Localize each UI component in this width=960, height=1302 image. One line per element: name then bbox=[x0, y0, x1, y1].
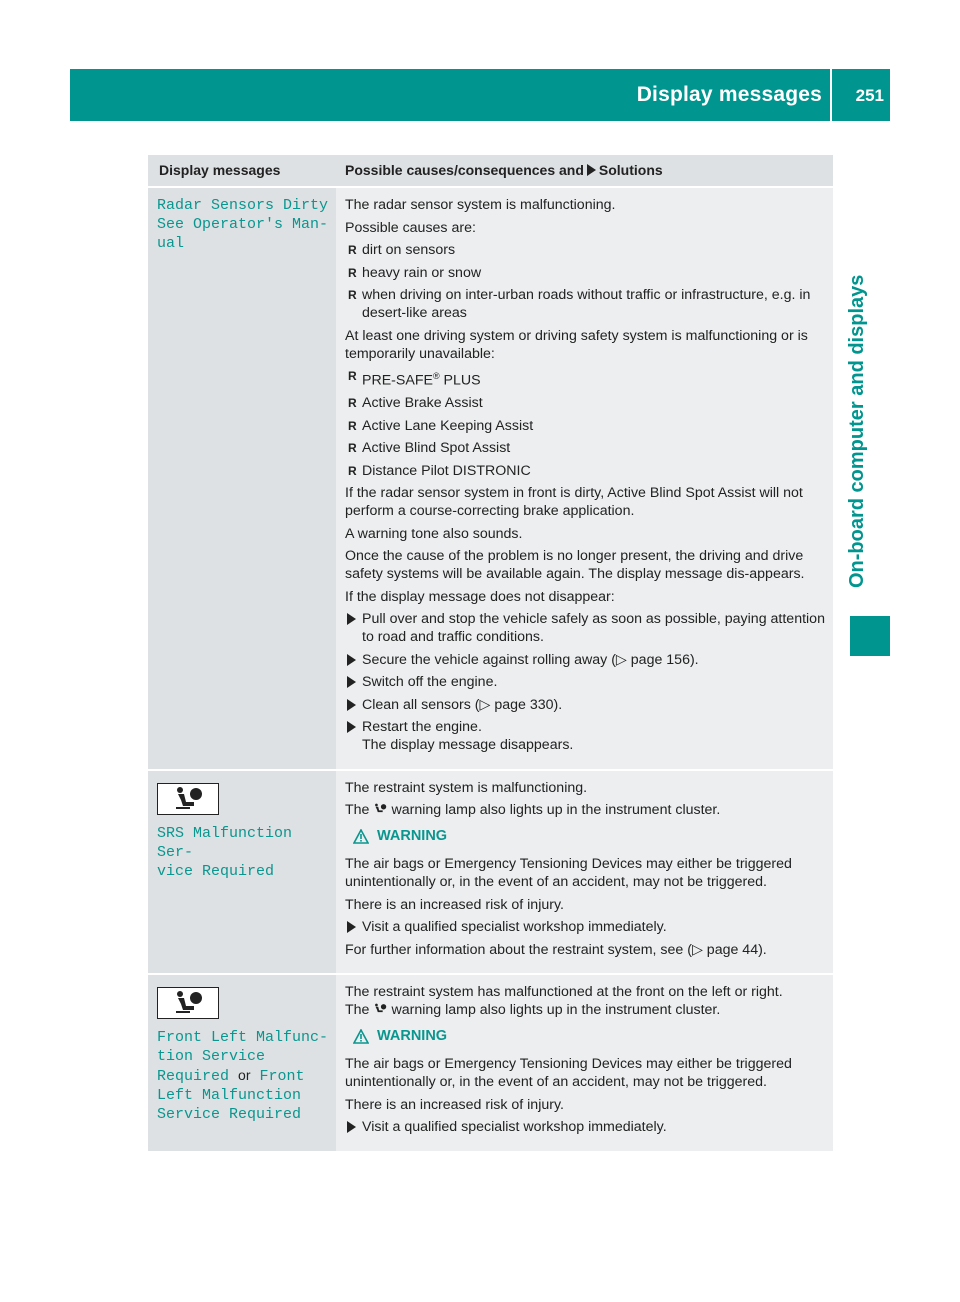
list-item: R Active Brake Assist bbox=[345, 394, 827, 412]
airbag-warning-icon bbox=[157, 783, 219, 815]
display-message-line: SRS Malfunction Ser‐ bbox=[157, 824, 293, 861]
table-row bbox=[148, 769, 833, 974]
list-item-text: PLUS bbox=[439, 372, 481, 389]
header-divider bbox=[830, 69, 832, 121]
text-paragraph: The radar sensor system is malfunctioning. bbox=[345, 197, 616, 213]
table-row bbox=[148, 186, 833, 769]
paragraph-text: warning lamp also lights up in the instrument cluster. bbox=[391, 1002, 721, 1019]
page-number: 251 bbox=[855, 86, 884, 105]
or-text: or bbox=[238, 1067, 251, 1084]
instruction-step: Secure the vehicle against rolling away (▷ page 156). bbox=[345, 651, 827, 669]
display-messages-table bbox=[148, 155, 833, 1151]
list-item: R Active Blind Spot Assist bbox=[345, 439, 827, 457]
instruction-step: Pull over and stop the vehicle safely as soon as possible, paying attention to road and traffic conditions. bbox=[345, 610, 827, 646]
list-item-text: PRE-SAFE bbox=[362, 372, 433, 389]
warning-label: WARNING bbox=[377, 1028, 448, 1045]
text-paragraph bbox=[345, 801, 827, 819]
step-result: The display message disappears. bbox=[362, 737, 574, 754]
instruction-step: Visit a qualified specialist workshop immediately. bbox=[345, 1118, 827, 1136]
warning-label: WARNING bbox=[377, 828, 448, 845]
instruction-step: Clean all sensors (▷ page 330). bbox=[345, 696, 827, 714]
text-paragraph: At least one driving system or driving safety system is malfunctioning or is temporarily unavailable: bbox=[345, 327, 808, 362]
table-header bbox=[148, 155, 833, 186]
warning-heading bbox=[353, 827, 827, 845]
display-message-line: Front Left Malfunc‐ bbox=[157, 1029, 329, 1047]
list-item: R Distance Pilot DISTRONIC bbox=[345, 462, 827, 480]
page-header bbox=[70, 69, 890, 121]
instruction-step bbox=[345, 718, 827, 754]
list-item: R when driving on inter-urban roads without traffic or infrastructure, e.g. in desert-like areas bbox=[345, 286, 827, 322]
paragraph-text: The bbox=[345, 802, 370, 819]
airbag-warning-icon bbox=[157, 987, 219, 1019]
text-paragraph: The restraint system has malfunctioned at the front on the left or right. bbox=[345, 984, 783, 1001]
display-message-cell bbox=[148, 188, 336, 769]
col-header-causes bbox=[336, 155, 833, 186]
display-message-line: See Operator's Man‐ bbox=[157, 216, 329, 233]
display-message-line: tion Service bbox=[157, 1048, 266, 1066]
arrow-icon bbox=[587, 164, 596, 176]
display-message-line bbox=[157, 1066, 336, 1086]
step-text: Restart the engine. bbox=[362, 719, 482, 736]
display-message-cell bbox=[148, 975, 336, 1151]
table-row bbox=[148, 973, 833, 1151]
display-message-text: Required bbox=[157, 1068, 230, 1086]
instruction-step: Switch off the engine. bbox=[345, 673, 827, 691]
instruction-step: Visit a qualified specialist workshop immediately. bbox=[345, 918, 827, 936]
display-message-line: Service Required bbox=[157, 1106, 302, 1124]
col-header-messages: Display messages bbox=[159, 162, 281, 178]
airbag-warning-icon bbox=[372, 1001, 388, 1017]
list-item: R heavy rain or snow bbox=[345, 264, 827, 282]
warning-triangle-icon bbox=[353, 1029, 369, 1044]
text-paragraph: There is an increased risk of injury. bbox=[345, 1096, 564, 1113]
page-title: Display messages bbox=[636, 83, 822, 106]
col-header-solutions-text: Solutions bbox=[598, 162, 663, 178]
causes-cell bbox=[336, 975, 833, 1151]
list-item: R Active Lane Keeping Assist bbox=[345, 417, 827, 435]
chapter-tab-label: On-board computer and displays bbox=[846, 274, 868, 588]
airbag-warning-icon bbox=[372, 801, 388, 817]
col-header-causes-text: Possible causes/consequences and bbox=[345, 162, 584, 178]
paragraph-text: The bbox=[345, 1002, 370, 1019]
list-item: R dirt on sensors bbox=[345, 241, 827, 259]
text-paragraph: The air bags or Emergency Tensioning Devices may either be triggered unintentionally or, in the event of an accident, may not be triggered. bbox=[345, 1056, 792, 1091]
display-message-line: vice Required bbox=[157, 862, 275, 880]
display-message-cell bbox=[148, 771, 336, 974]
warning-triangle-icon bbox=[353, 829, 369, 844]
display-message-line: ual bbox=[157, 235, 185, 252]
registered-mark: ® bbox=[432, 371, 440, 381]
text-paragraph bbox=[345, 1001, 827, 1019]
text-paragraph: A warning tone also sounds. bbox=[345, 525, 523, 542]
text-paragraph: If the display message does not disappear: bbox=[345, 588, 615, 605]
causes-cell bbox=[336, 771, 833, 974]
warning-heading bbox=[353, 1027, 827, 1045]
text-paragraph: There is an increased risk of injury. bbox=[345, 896, 564, 913]
display-message-text: Front bbox=[259, 1068, 305, 1086]
text-paragraph: Possible causes are: bbox=[345, 219, 476, 236]
text-paragraph: For further information about the restraint system, see (▷ page 44). bbox=[345, 941, 767, 958]
text-paragraph: The restraint system is malfunctioning. bbox=[345, 779, 588, 796]
display-message-line: Left Malfunction bbox=[157, 1087, 302, 1105]
text-paragraph: If the radar sensor system in front is dirty, Active Blind Spot Assist will not perform a course-correcting brake application. bbox=[345, 485, 803, 520]
list-item bbox=[345, 367, 827, 390]
text-paragraph: The air bags or Emergency Tensioning Devices may either be triggered unintentionally or, in the event of an accident, may not be triggered. bbox=[345, 856, 792, 891]
paragraph-text: warning lamp also lights up in the instrument cluster. bbox=[391, 802, 721, 819]
display-message-line: Radar Sensors Dirty bbox=[157, 197, 329, 214]
chapter-tab-marker bbox=[850, 616, 890, 656]
causes-cell bbox=[336, 188, 833, 769]
text-paragraph: Once the cause of the problem is no longer present, the driving and drive safety systems will be available again. The display message dis-appears. bbox=[345, 548, 805, 583]
